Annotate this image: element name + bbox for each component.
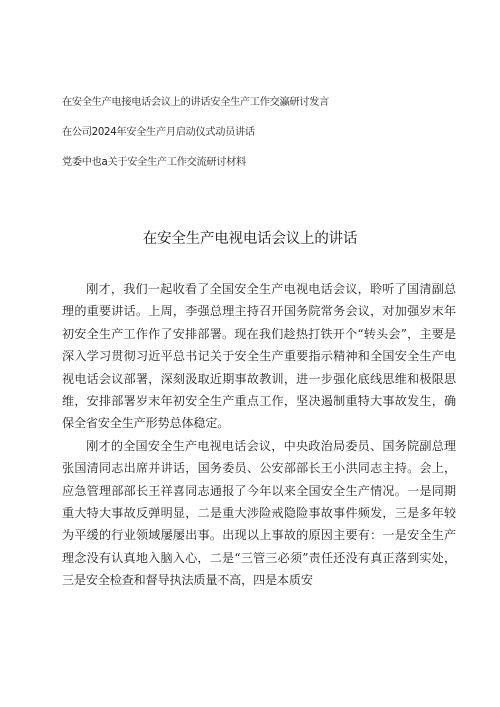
related-document-link[interactable]: 在公司2024年安全生产月启动仪式动员讲话 [62,127,255,138]
body-paragraph: 刚才的全国安全生产电视电话会议，中央政治局委员、国务院副总理张国清同志出席并讲话，国务委员、公安部部长王小洪同志主持。会上，应急管理部部长王祥喜同志通报了今年以来全国安全生产情况。一是同期重大特大事故反弹明显，二是重大涉险戒隐险事故事件频发，三是多年较为平缓的行业领域屡屡出事。出现以上事故的原因主要有：一是安全生产理念没有认真地入脑入心，二是“三管三必须”责任还没有真正落到实处，三是安全检查和督导执法质量不高，四是本质安 [62,438,456,588]
document-body [62,278,456,592]
related-document-link[interactable]: 在安全生产电接电话会议上的讲话安全生产工作交瀛研讨发言 [62,97,329,108]
body-paragraph: 刚才，我们一起收看了全国安全生产电视电话会议，聆听了国清副总理的重要讲话。上周，李强总理主持召开国务院常务会议，对加强岁末年初安全生产工作作了安排部署。现在我们趁热打铁开个“转头会”，主要是深入学习贯彻习近平总书记关于安全生产重要指示精神和全国安全生产电视电话会议部署，深刻汲取近期事故教训，进一步强化底线思维和极限思维，安排部署岁末年初安全生产重点工作，坚决遏制重特大事故发生，确保全省安全生产形势总体稳定。 [62,282,456,431]
related-document-link[interactable]: 党委中也a关于安全生产工作交流研讨材料 [62,157,246,168]
related-documents-list [62,96,462,170]
document-title: 在安全生产电视电话会议上的讲话 [142,231,358,247]
